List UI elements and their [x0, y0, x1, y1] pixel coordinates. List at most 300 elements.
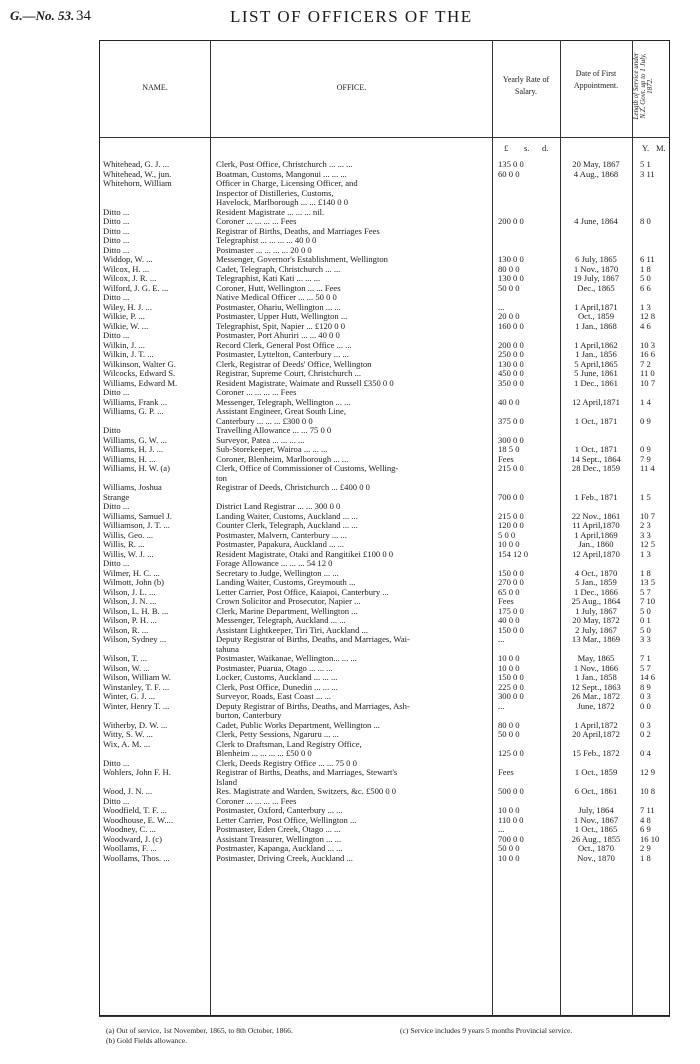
officer-name: Whitehorn, William — [103, 179, 172, 188]
officer-name: Williams, Edward M. — [103, 378, 178, 388]
officer-name: Wilcocks, Edward S. — [103, 369, 176, 378]
yearly-salary: 500 0 0 — [498, 786, 524, 796]
yearly-salary: 300 0 0 — [498, 434, 524, 445]
office-title: Deputy Registrar of Births, Deaths, and Marriages, Ash- — [216, 701, 410, 711]
service-length: 0 4 — [640, 748, 651, 758]
officer-name: Willis, W. J. ... — [103, 549, 154, 559]
service-length: 7 10 — [640, 596, 656, 606]
appointment-date: 20 April,1872 — [572, 729, 620, 739]
office-title: Surveyor, Roads, East Coast ... ... — [216, 692, 331, 701]
table-row — [0, 474, 700, 484]
office-title: Landing Waiter, Customs, Greymouth ... — [216, 578, 356, 587]
appointment-date: 1 Nov., 1867 — [573, 814, 619, 825]
footnote-b: (b) Gold Fields allowance. — [106, 1036, 187, 1045]
office-title: Assistant Lightkeeper, Tiri Tiri, Auckland ... — [216, 625, 368, 635]
yearly-salary: 65 0 0 — [498, 586, 520, 597]
office-title: Coroner ... ... ... ... Fees — [216, 796, 297, 806]
officer-name: Winstanley, T. F. ... — [103, 682, 170, 692]
officer-name: Widdop, W. ... — [103, 255, 153, 264]
table-row — [0, 198, 700, 208]
appointment-date: 1 April,1862 — [574, 339, 618, 350]
appointment-date: 4 Oct., 1870 — [574, 567, 618, 578]
service-length: 3 3 — [640, 529, 651, 540]
office-title: Inspector of Distilleries, Customs, — [216, 188, 334, 198]
table-row — [0, 217, 700, 227]
service-length: 12 5 — [640, 539, 656, 549]
office-title: Clerk, Marine Department, Wellington ... — [216, 606, 358, 616]
appointment-date: 1 Oct., 1871 — [574, 415, 618, 426]
yearly-salary: 350 0 0 — [498, 377, 524, 388]
office-title: Locker, Customs, Auckland ... ... ... — [216, 673, 338, 682]
office-title: Postmaster, Puarua, Otago ... ... ... — [216, 663, 333, 673]
appointment-date: 12 April,1870 — [572, 548, 620, 559]
officer-name: Ditto ... — [103, 245, 130, 255]
service-length: 7 11 — [640, 805, 655, 815]
service-length: 4 6 — [640, 320, 651, 331]
appointment-date: 5 April,1865 — [574, 358, 618, 369]
officer-name: Wilson, Sydney ... — [103, 635, 167, 644]
service-length: 8 0 — [640, 216, 651, 226]
officer-name: Wilson, W. ... — [103, 663, 150, 673]
officer-name: Wilmott, John (b) — [103, 578, 164, 587]
office-title: Forage Allowance ... ... ... 54 12 0 — [216, 559, 333, 568]
officer-name: Wilson, J. L. ... — [103, 587, 156, 597]
yearly-salary: 130 0 0 — [498, 273, 524, 283]
officer-name: Woodhouse, E. W.... — [103, 815, 173, 825]
office-title: Secretary to Judge, Wellington ... ... — [216, 568, 339, 578]
table-row — [0, 417, 700, 427]
appointment-date: 6 Oct., 1861 — [574, 786, 618, 796]
office-title: Telegraphist ... ... ... ... 40 0 0 — [216, 236, 317, 245]
yearly-salary: 50 0 0 — [498, 729, 520, 739]
office-title: Clerk to Draftsman, Land Registry Office, — [216, 739, 362, 749]
yearly-salary: 270 0 0 — [498, 577, 524, 587]
service-length: 0 3 — [640, 691, 651, 701]
office-title: Boatman, Customs, Mangonui ... ... ... — [216, 169, 347, 179]
footer-rule — [99, 1016, 670, 1017]
table-row — [0, 464, 700, 474]
footnote-a: (a) Out of service, 1st November, 1865, to 8th October, 1866. — [106, 1026, 293, 1035]
table-row — [0, 550, 700, 560]
table-row — [0, 635, 700, 645]
column-header-name: NAME. — [142, 83, 168, 92]
document-reference: G.—No. 53. — [10, 8, 75, 23]
officer-name: Wilson, L. H. B. ... — [103, 606, 169, 616]
appointment-date: 1 Oct., 1865 — [574, 824, 618, 834]
service-length: 5 7 — [640, 586, 651, 597]
office-title: Postmaster, Kapanga, Auckland ... ... — [216, 844, 343, 853]
officer-name: Wilkin, J. T. ... — [103, 350, 154, 359]
service-length: 3 3 — [640, 634, 651, 644]
service-length: 4 8 — [640, 814, 651, 825]
service-length: 10 7 — [640, 377, 656, 388]
yearly-salary: 250 0 0 — [498, 349, 524, 359]
officer-name: Ditto ... — [103, 207, 130, 217]
office-title: Clerk, Registrar of Deeds' Office, Wellington — [216, 359, 372, 369]
office-title: Deputy Registrar of Births, Deaths, and Marriages, Wai- — [216, 635, 410, 644]
service-length: 0 9 — [640, 415, 651, 426]
column-header-salary: Yearly Rate of Salary. — [502, 75, 550, 96]
appointment-date: 1 Dec., 1861 — [574, 377, 618, 388]
appointment-date: 20 May, 1867 — [572, 159, 620, 169]
appointment-date: 6 July, 1865 — [575, 254, 617, 264]
office-title: Registrar of Deeds, Christchurch ... £400 0 0 — [216, 483, 370, 492]
yearly-salary: 60 0 0 — [498, 168, 520, 179]
office-title: Resident Magistrate, Otaki and Rangitikei £100 0 0 — [216, 549, 394, 559]
office-title: Registrar, Supreme Court, Christchurch ... — [216, 369, 362, 378]
header-rule — [99, 137, 670, 138]
officer-name: Wilson, R. ... — [103, 625, 149, 635]
officer-name: Willis, R. ... — [103, 540, 145, 549]
yearly-salary: ... — [498, 634, 505, 644]
office-title: tahuna — [216, 644, 239, 654]
yearly-salary: 160 0 0 — [498, 320, 524, 331]
office-title: Messenger, Governor's Establishment, Wellington — [216, 255, 388, 264]
office-title: Postmaster, Lyttelton, Canterbury ... ... — [216, 350, 349, 359]
yearly-salary: 700 0 0 — [498, 833, 524, 844]
service-length: 7 1 — [640, 653, 651, 663]
yearly-salary: 10 0 0 — [498, 539, 520, 549]
unit-months: M. — [656, 143, 666, 153]
office-title: Coroner, Hutt, Wellington ... ... Fees — [216, 283, 341, 293]
yearly-salary: 300 0 0 — [498, 691, 524, 701]
officer-name: Woollams, Thos. ... — [103, 853, 170, 863]
service-length: 12 8 — [640, 311, 656, 321]
service-length: 5 0 — [640, 605, 651, 616]
office-title: burton, Canterbury — [216, 711, 282, 720]
officer-name: Williams, Samuel J. — [103, 511, 172, 521]
footnote-c: (c) Service includes 9 years 5 months Provincial service. — [400, 1026, 573, 1035]
appointment-date: 5 June, 1861 — [574, 368, 618, 378]
office-title: Messenger, Telegraph, Wellington ... ... — [216, 397, 351, 407]
table-row — [0, 227, 700, 237]
service-length: 1 4 — [640, 396, 651, 407]
yearly-salary: 10 0 0 — [498, 662, 520, 673]
appointment-date: 13 Mar., 1869 — [571, 634, 621, 644]
page-number: 34 — [76, 8, 91, 24]
yearly-salary: 120 0 0 — [498, 520, 524, 530]
office-title: Officer in Charge, Licensing Officer, and — [216, 179, 358, 188]
officer-name: Strange — [103, 492, 130, 502]
appointment-date: 11 April,1870 — [572, 520, 620, 530]
officer-name: Whitehead, G. J. ... — [103, 160, 170, 169]
officer-name: Williams, G. P. ... — [103, 407, 164, 416]
service-length: 6 9 — [640, 824, 651, 834]
appointment-date: 12 April,1871 — [572, 396, 620, 407]
office-title: Canterbury ... ... ... £300 0 0 — [216, 416, 313, 426]
service-length: 5 7 — [640, 662, 651, 673]
officer-name: Ditto ... — [103, 236, 130, 245]
officer-name: Whitehead, W., jun. — [103, 169, 172, 179]
office-title: Postmaster, Port Ahuriri ... ... 40 0 0 — [216, 331, 340, 340]
office-title: Registrar of Births, Deaths, and Marriages, Stewart's — [216, 768, 398, 777]
officer-name: Williams, H. ... — [103, 454, 156, 464]
office-title: Crown Solicitor and Prosecutor, Napier ... — [216, 597, 361, 606]
officer-name: Ditto ... — [103, 226, 130, 236]
office-title: Telegraphist, Spit, Napier ... £120 0 0 — [216, 321, 345, 331]
appointment-date: 19 July, 1867 — [573, 273, 619, 283]
appointment-date: 28 Dec., 1859 — [571, 463, 621, 473]
office-title: Landing Waiter, Customs, Auckland ... ... — [216, 511, 358, 521]
appointment-date: 1 Jan., 1868 — [575, 320, 617, 331]
officer-name: Williams, Joshua — [103, 483, 162, 492]
office-title: Blenheim ... ... ... ... £50 0 0 — [216, 749, 312, 758]
service-length: 2 9 — [640, 843, 651, 853]
office-title: Cadet, Public Works Department, Wellington ... — [216, 720, 380, 730]
office-title: Postmaster, Ohariu, Wellington ... ... — [216, 302, 341, 312]
yearly-salary: 110 0 0 — [498, 814, 524, 825]
service-length: 14 6 — [640, 672, 656, 682]
office-title: Clerk, Deeds Registry Office ... ... 75 0 0 — [216, 758, 357, 768]
officer-name: Wilkie, W. ... — [103, 321, 149, 331]
service-length: 13 5 — [640, 577, 656, 587]
office-title: Registrar of Births, Deaths, and Marriages Fees — [216, 226, 380, 236]
officer-name: Wohlers, John F. H. — [103, 768, 171, 777]
service-length: 0 3 — [640, 719, 651, 730]
appointment-date: 5 Jan., 1859 — [575, 577, 617, 587]
appointment-date: 26 Mar., 1872 — [571, 691, 621, 701]
office-title: Clerk, Office of Commissioner of Customs, Welling- — [216, 464, 399, 473]
appointment-date: 4 Aug., 1868 — [573, 168, 619, 179]
yearly-salary: 175 0 0 — [498, 605, 524, 616]
unit-pound: £ — [504, 143, 509, 153]
unit-years: Y. — [642, 143, 650, 153]
office-title: Havelock, Marlborough ... ... £140 0 0 — [216, 198, 348, 207]
service-length: 8 9 — [640, 681, 651, 692]
service-length: 10 7 — [640, 510, 656, 521]
office-title: Assistant Engineer, Great South Line, — [216, 407, 346, 416]
yearly-salary: 40 0 0 — [498, 396, 520, 407]
yearly-salary: 200 0 0 — [498, 339, 524, 350]
officer-name: Wilkinson, Walter G. — [103, 359, 176, 369]
office-title: Postmaster, Malvern, Canterbury ... ... — [216, 530, 347, 540]
yearly-salary: 130 0 0 — [498, 358, 524, 369]
service-length: 1 3 — [640, 548, 651, 559]
service-length: 6 11 — [640, 254, 655, 264]
appointment-date: 1 Feb., 1871 — [574, 491, 618, 502]
officer-name: Ditto ... — [103, 559, 130, 568]
yearly-salary: 130 0 0 — [498, 254, 524, 264]
yearly-salary: 5 0 0 — [498, 529, 516, 540]
service-length: 16 6 — [640, 349, 656, 359]
officer-name: Wilkie, P. ... — [103, 312, 145, 321]
table-row — [0, 322, 700, 332]
service-length: 5 1 — [640, 159, 651, 169]
appointment-date: Dec., 1865 — [577, 282, 615, 293]
officer-name: Ditto ... — [103, 388, 130, 397]
appointment-date: Oct., 1870 — [577, 843, 615, 853]
service-length: 2 3 — [640, 520, 651, 530]
service-length: 0 9 — [640, 444, 651, 454]
officer-name: Woodfield, T. F. ... — [103, 806, 167, 815]
service-length: 1 3 — [640, 301, 651, 312]
table-row — [0, 170, 700, 180]
office-title: Coroner ... ... ... ... Fees — [216, 388, 297, 397]
table-row — [0, 179, 700, 189]
appointment-date: July, 1864 — [578, 805, 614, 815]
appointment-date: Oct., 1859 — [577, 311, 615, 321]
service-length: 3 11 — [640, 168, 655, 179]
table-row — [0, 379, 700, 389]
appointment-date: June, 1872 — [577, 700, 615, 711]
officer-name: Ditto ... — [103, 293, 130, 302]
appointment-date: 1 Jan., 1858 — [575, 672, 617, 682]
table-row — [0, 702, 700, 712]
officer-name: Witherby, D. W. ... — [103, 720, 168, 730]
service-length: 7 2 — [640, 358, 651, 369]
yearly-salary: 80 0 0 — [498, 719, 520, 730]
officer-name: Williams, Frank ... — [103, 397, 168, 407]
unit-pence: d. — [542, 143, 549, 153]
officer-name: Woodney, C. ... — [103, 825, 156, 834]
officer-name: Woollams, F. ... — [103, 844, 157, 853]
table-row — [0, 189, 700, 199]
appointment-date: 20 May, 1872 — [572, 615, 620, 625]
appointment-date: 1 Dec., 1866 — [574, 586, 618, 597]
service-length: 0 2 — [640, 729, 651, 739]
appointment-date: 26 Aug., 1855 — [571, 833, 621, 844]
appointment-date: Nov., 1870 — [577, 852, 615, 863]
appointment-date: 2 July, 1867 — [575, 624, 617, 635]
service-length: 11 0 — [640, 368, 655, 378]
office-title: Postmaster, Oxford, Canterbury ... ... — [216, 806, 343, 815]
officer-name: Williams, H. J. ... — [103, 445, 164, 454]
office-title: Cadet, Telegraph, Christchurch ... ... — [216, 264, 341, 274]
office-title: Record Clerk, General Post Office ... ... — [216, 340, 352, 350]
yearly-salary: 215 0 0 — [498, 463, 524, 473]
table-row — [0, 493, 700, 503]
yearly-salary: 200 0 0 — [498, 216, 524, 226]
appointment-date: Jan., 1860 — [578, 539, 614, 549]
officer-list — [0, 160, 700, 863]
service-length: 5 0 — [640, 624, 651, 635]
office-title: Assistant Treasurer, Wellington ... ... — [216, 834, 342, 844]
officer-name: Winter, G. J. ... — [103, 692, 156, 701]
service-length: 1 8 — [640, 852, 651, 863]
table-row — [0, 730, 700, 740]
yearly-salary: 50 0 0 — [498, 843, 520, 853]
appointment-date: 12 Sept., 1863 — [571, 681, 621, 692]
yearly-salary: 150 0 0 — [498, 624, 524, 635]
yearly-salary: 10 0 0 — [498, 852, 520, 863]
officer-name: Witty, S. W. ... — [103, 730, 153, 739]
office-title: Postmaster, Waikanae, Wellington... ... ... — [216, 654, 357, 663]
yearly-salary: 154 12 0 — [498, 548, 529, 559]
officer-name: Wiley, H. J. ... — [103, 302, 152, 312]
yearly-salary: ... — [498, 824, 505, 834]
office-title: Coroner ... ... ... ... Fees — [216, 217, 297, 226]
officer-name: Wilson, William W. — [103, 673, 171, 682]
officer-name: Ditto ... — [103, 217, 130, 226]
officer-name: Wilford, J. G. E. ... — [103, 283, 169, 293]
office-title: Clerk, Post Office, Christchurch ... ... ... — [216, 160, 353, 169]
appointment-date: 1 July, 1867 — [575, 605, 617, 616]
office-title: Resident Magistrate, Waimate and Russell £350 0 0 — [216, 378, 394, 388]
office-title: Island — [216, 777, 238, 787]
officer-name: Williamson, J. T. ... — [103, 521, 170, 530]
appointment-date: 1 Oct., 1859 — [574, 767, 618, 777]
table-row — [0, 854, 700, 864]
office-title: Telegraphist, Kati Kati ... ... ... — [216, 274, 321, 283]
yearly-salary: 18 5 0 — [498, 444, 520, 454]
table-row — [0, 768, 700, 778]
service-length: 12 9 — [640, 767, 656, 777]
appointment-date: 1 Nov., 1870 — [573, 263, 619, 274]
appointment-date: 1 Nov., 1866 — [573, 662, 619, 673]
office-title: Surveyor, Patea ... ... ... ... — [216, 435, 305, 445]
yearly-salary: 150 0 0 — [498, 567, 524, 578]
office-title: Messenger, Telegraph, Auckland ... ... — [216, 616, 346, 625]
officer-name: Wood, J. N. ... — [103, 787, 153, 796]
yearly-salary: 40 0 0 — [498, 615, 520, 625]
yearly-salary: 10 0 0 — [498, 805, 520, 815]
office-title: Travelling Allowance ... ... 75 0 0 — [216, 426, 332, 435]
office-title: Native Medical Officer ... ... 50 0 0 — [216, 293, 337, 302]
officer-name: Wix, A. M. ... — [103, 739, 151, 749]
appointment-date: 14 Sept., 1864 — [571, 453, 621, 464]
office-title: ton — [216, 473, 227, 483]
officer-name: Wilmer, H. C. ... — [103, 568, 160, 578]
yearly-salary: 135 0 0 — [498, 159, 524, 169]
officer-name: Ditto ... — [103, 502, 130, 511]
service-length: 1 8 — [640, 567, 651, 578]
appointment-date: 1 April,1869 — [574, 529, 618, 540]
yearly-salary: 375 0 0 — [498, 415, 524, 426]
office-title: Letter Carrier, Post Office, Wellington ... — [216, 815, 357, 825]
column-header-office: OFFICE. — [336, 83, 367, 92]
appointment-date: 25 Aug., 1864 — [571, 596, 621, 606]
office-title: Resident Magistrate ... ... ... nil. — [216, 207, 325, 217]
yearly-salary: ... — [498, 700, 505, 711]
officer-name: Ditto ... — [103, 796, 130, 806]
service-length: 6 6 — [640, 282, 651, 293]
appointment-date: 15 Feb., 1872 — [572, 748, 620, 758]
appointment-date: 4 June, 1864 — [574, 216, 618, 226]
yearly-salary: 215 0 0 — [498, 510, 524, 521]
appointment-date: 1 April,1872 — [574, 719, 618, 730]
table-row — [0, 426, 700, 436]
office-title: Postmaster ... ... ... ... 20 0 0 — [216, 245, 312, 255]
office-title: Postmaster, Driving Creek, Auckland ... — [216, 853, 353, 863]
service-length: 0 1 — [640, 615, 651, 625]
officer-name: Ditto ... — [103, 758, 130, 768]
officer-name: Wilson, P. H. ... — [103, 616, 157, 625]
page-title: LIST OF OFFICERS OF THE — [230, 7, 473, 26]
officer-name: Ditto — [103, 426, 121, 435]
service-length: 1 5 — [640, 491, 651, 502]
appointment-date: 22 Nov., 1861 — [571, 510, 621, 521]
office-title: Clerk, Petty Sessions, Ngaruru ... ... — [216, 730, 339, 739]
service-length: 0 0 — [640, 700, 651, 711]
yearly-salary: Fees — [498, 767, 514, 777]
service-length: 1 8 — [640, 263, 651, 274]
yearly-salary: ... — [498, 301, 505, 312]
office-title: Clerk, Post Office, Dunedin ... ... ... — [216, 682, 338, 692]
service-length: 5 0 — [640, 273, 651, 283]
table-row — [0, 398, 700, 408]
service-length: 10 3 — [640, 339, 656, 350]
yearly-salary: 80 0 0 — [498, 263, 520, 274]
office-title: Coroner, Blenheim, Marlborough ... ... — [216, 454, 349, 464]
officer-name: Williams, G. W. ... — [103, 435, 167, 445]
office-title: Postmaster, Upper Hutt, Wellington ... — [216, 312, 348, 321]
officer-name: Wilcox, J. R. ... — [103, 274, 157, 283]
yearly-salary: 125 0 0 — [498, 748, 524, 758]
office-title: Letter Carrier, Post Office, Kaiapoi, Canterbury ... — [216, 587, 389, 597]
yearly-salary: Fees — [498, 453, 514, 464]
appointment-date: 1 April,1871 — [574, 301, 618, 312]
office-title: Postmaster, Papakura, Auckland ... ... — [216, 540, 345, 549]
